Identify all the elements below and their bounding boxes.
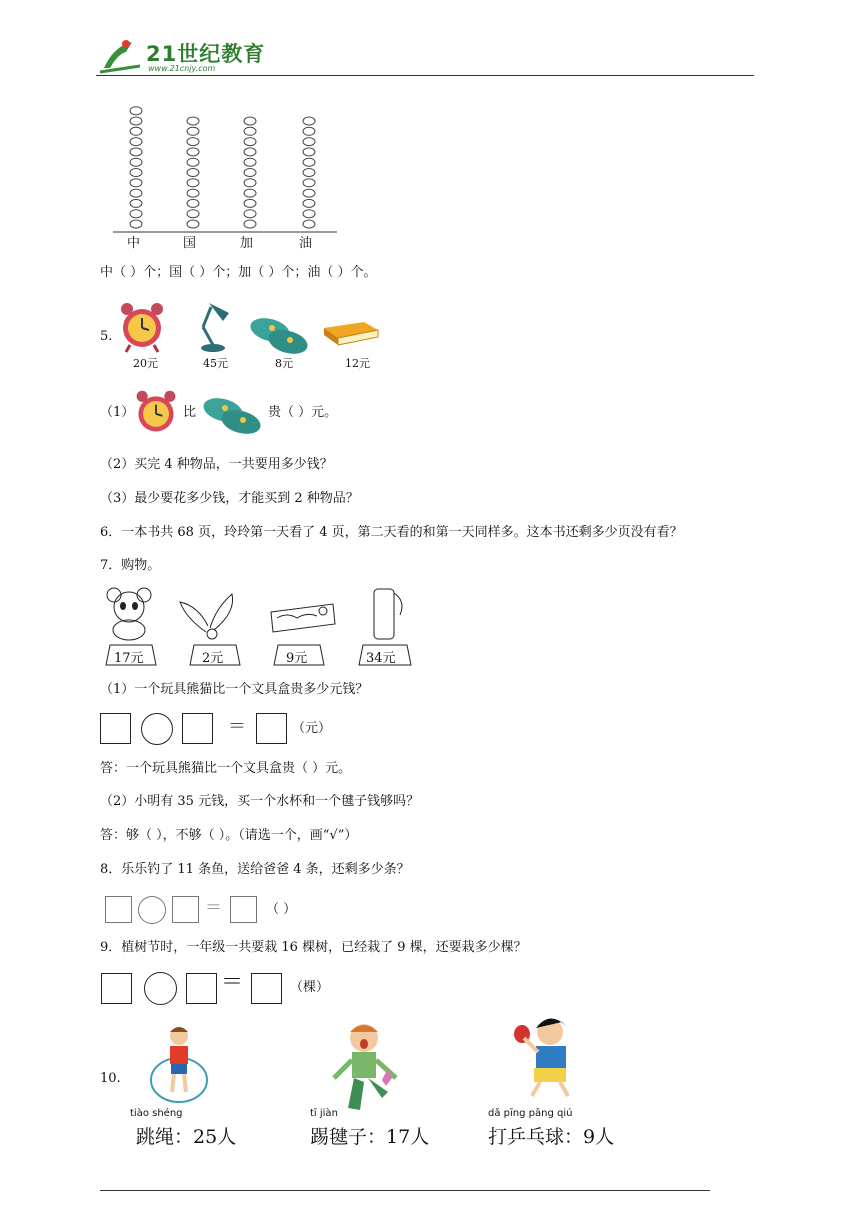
abacus-bead [303, 210, 315, 218]
q7-box-result[interactable] [256, 713, 287, 744]
abacus-bead [303, 148, 315, 156]
abacus-bead [303, 199, 315, 207]
water-cup-icon [366, 585, 410, 645]
abacus-bead [130, 220, 142, 228]
abacus-bead [303, 169, 315, 177]
abacus-bead [244, 158, 256, 166]
abacus-bead [130, 199, 142, 207]
pencil-case-icon [267, 600, 339, 640]
abacus-bead [130, 138, 142, 146]
abacus-bead [244, 138, 256, 146]
q5-sub3: （3）最少要花多少钱，才能买到 2 种物品？ [100, 491, 359, 506]
q4-answer-line: 中（ ）个；国（ ）个；加（ ）个；油（ ）个。 [100, 265, 377, 280]
price-pencil-case: 9元 [286, 651, 308, 666]
abacus-label-guo: 国 [183, 236, 197, 251]
q7-title: 7．购物。 [100, 558, 161, 573]
abacus-bead [130, 210, 142, 218]
q7-box-2[interactable] [182, 713, 213, 744]
q5-sub1-suffix: 贵（ ）元。 [268, 405, 338, 420]
table-tennis-boy-icon [512, 1014, 578, 1104]
q6-text: 6．一本书共 68 页，玲玲第一天看了 4 页，第二天看的和第一天同样多。这本书还剩多少页没有看？ [100, 525, 683, 540]
q5-sub1-mid: 比 [183, 405, 197, 420]
alarm-clock-icon-small [134, 388, 178, 442]
price-slippers: 8元 [275, 357, 293, 370]
abacus-label-you: 油 [299, 236, 313, 251]
pinyin-tijian: tī jiàn [310, 1108, 338, 1119]
q8-text: 8．乐乐钓了 11 条鱼，送给爸爸 4 条，还剩多少条？ [100, 862, 410, 877]
slippers-icon-small [198, 392, 268, 442]
price-shuttlecock: 2元 [202, 651, 224, 666]
abacus-bead [130, 169, 142, 177]
abacus-bead [187, 158, 199, 166]
abacus-bead [244, 199, 256, 207]
abacus-bead [244, 179, 256, 187]
alarm-clock-icon [120, 300, 164, 358]
q8-unit: （ ） [266, 902, 297, 917]
q5-sub1-prefix: （1） [100, 405, 135, 420]
q9-operator-circle[interactable] [144, 972, 177, 1005]
q7-operator-circle[interactable] [141, 713, 173, 745]
abacus-bead [130, 179, 142, 187]
q9-box-2[interactable] [186, 973, 217, 1004]
logo-text: 21世纪教育 [146, 42, 266, 66]
abacus-label-zhong: 中 [127, 236, 141, 251]
desk-lamp-icon [195, 297, 235, 357]
q7-answer2: 答：够（ ），不够（ ）。（请选一个，画“√”） [100, 828, 358, 843]
q7-box-1[interactable] [100, 713, 131, 744]
q9-unit: （棵） [290, 980, 330, 995]
abacus-figure [113, 100, 338, 250]
activity-shuttlecock: 踢毽子：17人 [310, 1126, 430, 1148]
book-icon [320, 318, 380, 352]
abacus-bead [187, 220, 199, 228]
abacus-bead [303, 179, 315, 187]
logo-url: www.21cnjy.com [148, 64, 216, 73]
abacus-bead [130, 117, 142, 125]
abacus-bead [303, 220, 315, 228]
q9-text: 9．植树节时，一年级一共要栽 16 棵树，已经栽了 9 棵，还要栽多少棵？ [100, 940, 527, 955]
abacus-bead [130, 148, 142, 156]
abacus-bead [244, 117, 256, 125]
price-lamp: 45元 [203, 357, 228, 370]
abacus-bead [130, 127, 142, 135]
pinyin-tiaosheng: tiào shéng [130, 1108, 183, 1119]
abacus-bead [303, 189, 315, 197]
abacus-bead [303, 127, 315, 135]
abacus-bead [187, 210, 199, 218]
q8-operator-circle[interactable] [138, 896, 166, 924]
abacus-bead [303, 138, 315, 146]
abacus-bead [244, 127, 256, 135]
jump-rope-boy-icon [148, 1022, 210, 1108]
q8-equals: ＝ [205, 898, 222, 918]
q10-number: 10. [100, 1071, 121, 1086]
abacus-bead [187, 179, 199, 187]
abacus-bead [187, 189, 199, 197]
price-panda: 17元 [114, 651, 144, 666]
q7-sub2: （2）小明有 35 元钱，买一个水杯和一个毽子钱够吗？ [100, 794, 420, 809]
abacus-bead [244, 210, 256, 218]
q7-unit: （元） [292, 721, 332, 736]
abacus-bead [187, 117, 199, 125]
q5-sub2: （2）买完 4 种物品，一共要用多少钱？ [100, 457, 333, 472]
abacus-bead [244, 169, 256, 177]
q5-number: 5. [100, 329, 113, 344]
q8-box-2[interactable] [172, 896, 199, 923]
q9-equals: ＝ [221, 970, 244, 995]
pinyin-dapingpangqiu: dǎ pīng pāng qiú [488, 1108, 573, 1119]
abacus-bead [187, 148, 199, 156]
abacus-bead [187, 127, 199, 135]
abacus-bead [244, 148, 256, 156]
abacus-bead [303, 158, 315, 166]
abacus-bead [187, 199, 199, 207]
abacus-bead [130, 189, 142, 197]
shuttlecock-kicker-icon [326, 1020, 406, 1120]
price-book: 12元 [345, 357, 370, 370]
q7-sub1: （1）一个玩具熊猫比一个文具盒贵多少元钱？ [100, 682, 369, 697]
price-clock: 20元 [133, 357, 158, 370]
activity-jump-rope: 跳绳：25人 [136, 1126, 237, 1148]
abacus-bead [187, 169, 199, 177]
abacus-bead [244, 189, 256, 197]
q8-box-1[interactable] [105, 896, 132, 923]
abacus-bead [130, 158, 142, 166]
footer-divider [100, 1190, 710, 1191]
abacus-bead [244, 220, 256, 228]
q7-answer1: 答：一个玩具熊猫比一个文具盒贵（ ）元。 [100, 761, 352, 776]
q9-box-1[interactable] [101, 973, 132, 1004]
abacus-bead [303, 117, 315, 125]
q8-box-result[interactable] [230, 896, 257, 923]
abacus-bead [187, 138, 199, 146]
q7-equals: ＝ [228, 716, 246, 737]
abacus-bead [130, 107, 142, 115]
abacus-label-jia: 加 [240, 236, 254, 251]
shuttlecock-icon [176, 588, 240, 644]
price-cup: 34元 [366, 651, 396, 666]
header-divider [96, 75, 754, 76]
panda-toy-icon [104, 585, 154, 645]
activity-table-tennis: 打乒乓球：9人 [488, 1126, 615, 1148]
q9-box-result[interactable] [251, 973, 282, 1004]
